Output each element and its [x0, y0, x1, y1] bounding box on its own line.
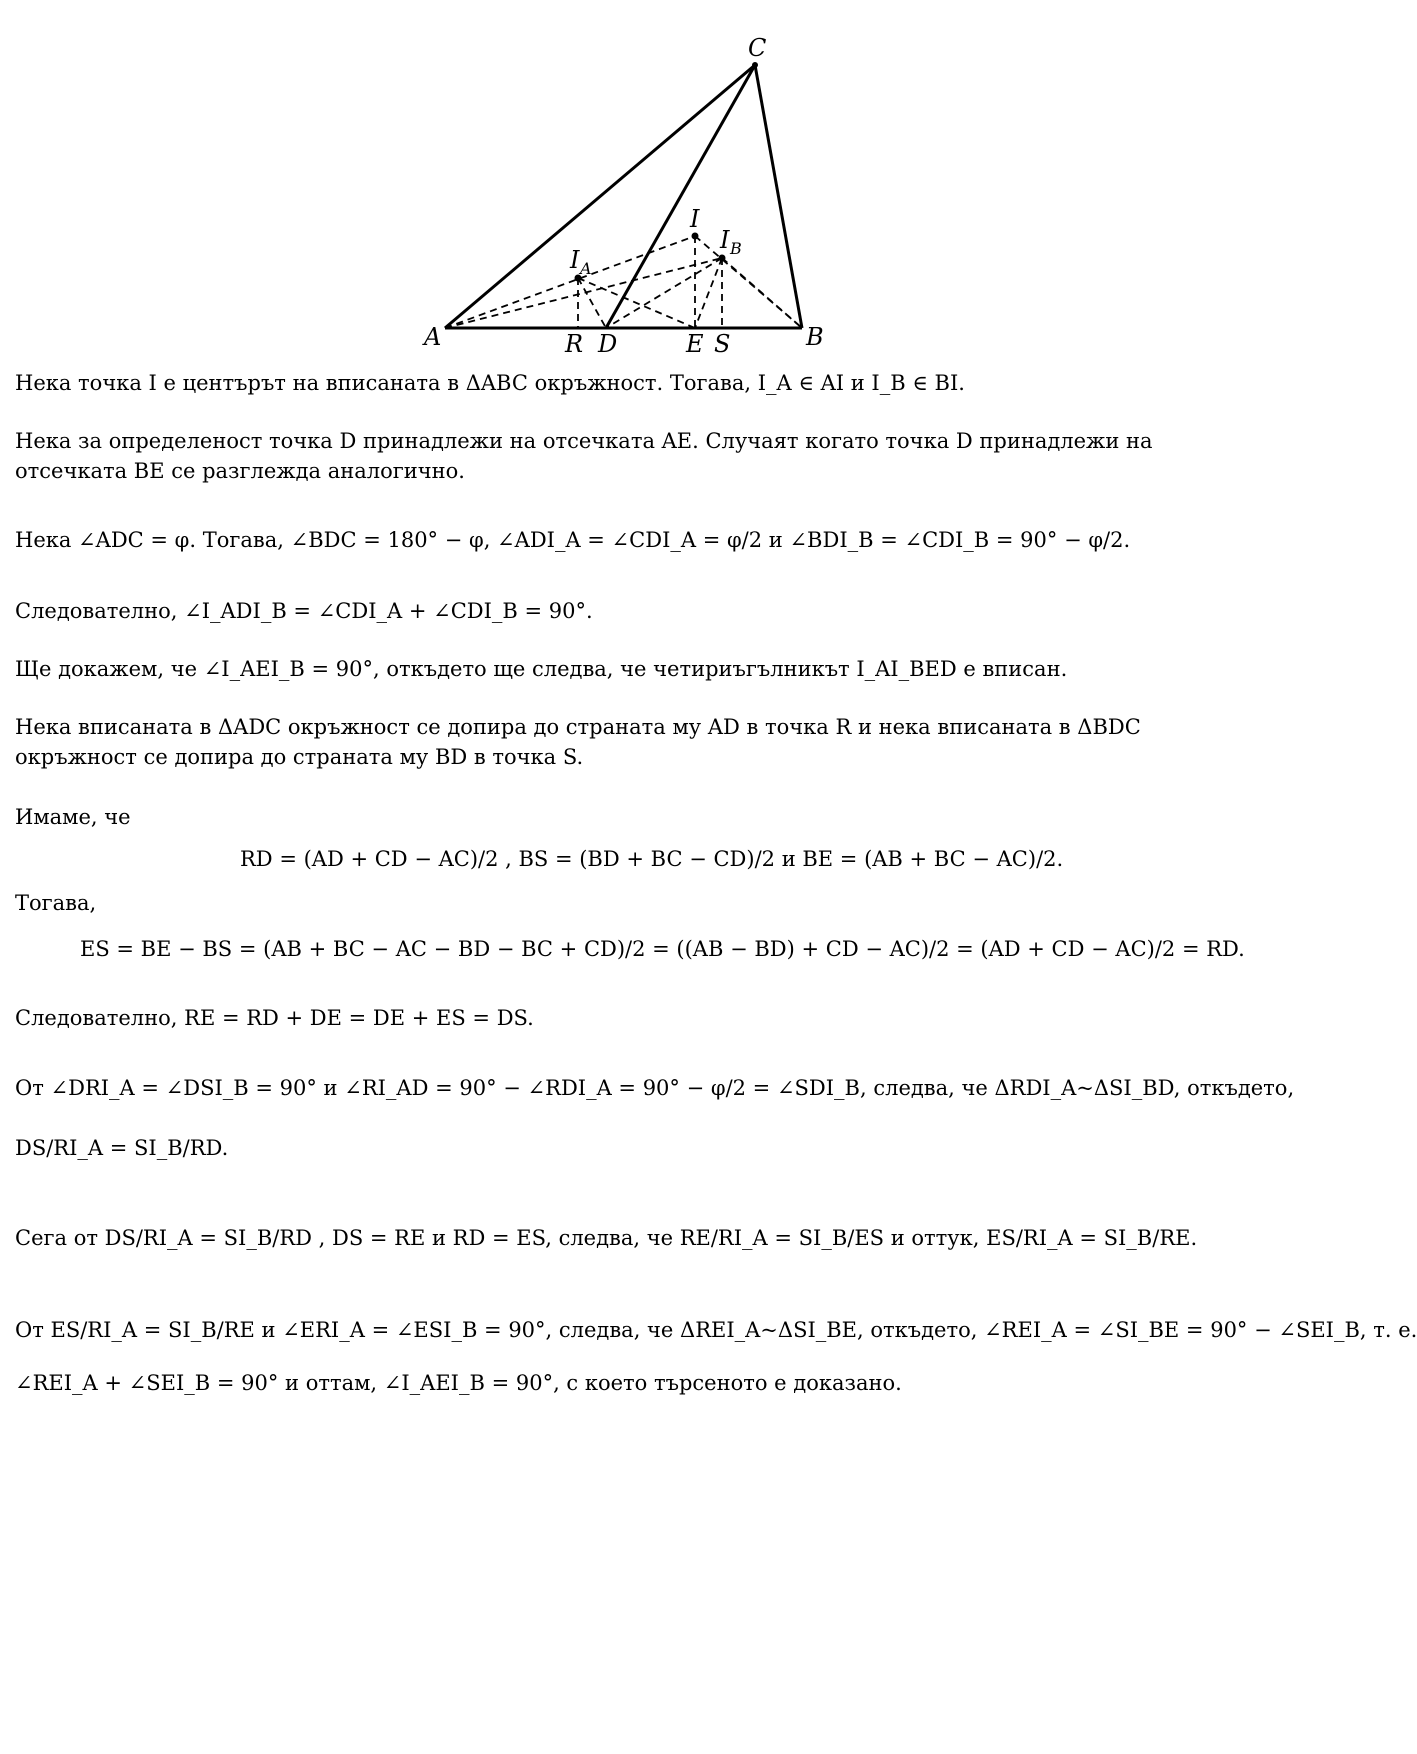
paragraph-2a: Нека за определеност точка D принадлежи на отсечката AE. Случаят когато точка D принадлежи на	[15, 429, 1153, 453]
label-S: S	[714, 330, 731, 358]
side-CB	[755, 65, 802, 328]
paragraph-5: Ще докажем, че ∠I_AEI_B = 90°, откъдето ще следва, че четириъгълникът I_AI_BED е вписан.	[15, 657, 1068, 681]
paragraph-7: Имаме, че	[15, 805, 131, 829]
label-I: I	[690, 205, 700, 233]
label-B: B	[806, 323, 824, 351]
paragraph-12b: ∠REI_A + ∠SEI_B = 90° и оттам, ∠I_AEI_B = 90°, с което търсеното е доказано.	[15, 1371, 902, 1395]
equation-1: RD = (AD + CD − AC)/2 , BS = (BD + BC − CD)/2 и BE = (AB + BC − AC)/2.	[240, 847, 1064, 871]
segment-CD	[606, 65, 755, 328]
label-IA: I	[570, 246, 580, 274]
paragraph-3: Нека ∠ADC = φ. Тогава, ∠BDC = 180° − φ, ∠ADI_A = ∠CDI_A = φ/2 и ∠BDI_B = ∠CDI_B = 90° − φ/2.	[15, 528, 1131, 552]
geometry-figure	[0, 0, 1240, 360]
label-IB-sub: B	[730, 239, 742, 258]
paragraph-11: Сега от DS/RI_A = SI_B/RD , DS = RE и RD = ES, следва, че RE/RI_A = SI_B/ES и оттук, ES/RI_A = SI_B/RE.	[15, 1226, 1198, 1250]
paragraph-2b: отсечката BE се разглежда аналогично.	[15, 459, 465, 483]
label-IA-sub: A	[580, 259, 592, 278]
label-D: D	[598, 330, 618, 358]
label-R: R	[565, 330, 584, 358]
point-I	[692, 233, 699, 240]
paragraph-9: Следователно, RE = RD + DE = DE + ES = DS.	[15, 1006, 534, 1030]
label-C: C	[748, 34, 767, 62]
paragraph-4: Следователно, ∠I_ADI_B = ∠CDI_A + ∠CDI_B = 90°.	[15, 599, 593, 623]
paragraph-12a: От ES/RI_A = SI_B/RE и ∠ERI_A = ∠ESI_B = 90°, следва, че ΔREI_A~ΔSI_BE, откъдето, ∠REI_A = ∠SI_BE = 90° − ∠SEI_B, т. е.	[15, 1318, 1417, 1342]
point-IB	[719, 255, 726, 262]
point-C	[752, 62, 758, 68]
paragraph-6b: окръжност се допира до страната му BD в точка S.	[15, 745, 584, 769]
paragraph-10b: DS/RI_A = SI_B/RD.	[15, 1136, 229, 1160]
dash-IB-D	[606, 258, 722, 328]
label-E: E	[686, 330, 704, 358]
equation-2: ES = BE − BS = (AB + BC − AC − BD − BC + CD)/2 = ((AB − BD) + CD − AC)/2 = (AD + CD − AC)/2 = RD.	[80, 937, 1245, 961]
paragraph-1: Нека точка I е центърът на вписаната в ΔABC окръжност. Тогава, I_A ∈ AI и I_B ∈ BI.	[15, 371, 965, 395]
paragraph-6a: Нека вписаната в ΔADC окръжност се допира до страната му AD в точка R и нека вписаната в ΔBDC	[15, 715, 1141, 739]
label-A: A	[424, 323, 442, 351]
paragraph-10: От ∠DRI_A = ∠DSI_B = 90° и ∠RI_AD = 90° − ∠RDI_A = 90° − φ/2 = ∠SDI_B, следва, че ΔRDI_A~ΔSI_BD, откъдето,	[15, 1076, 1295, 1100]
dash-IA-D	[578, 278, 606, 328]
dash-IB-E	[695, 258, 722, 328]
label-IB: I	[720, 226, 730, 254]
paragraph-8: Тогава,	[15, 891, 97, 915]
